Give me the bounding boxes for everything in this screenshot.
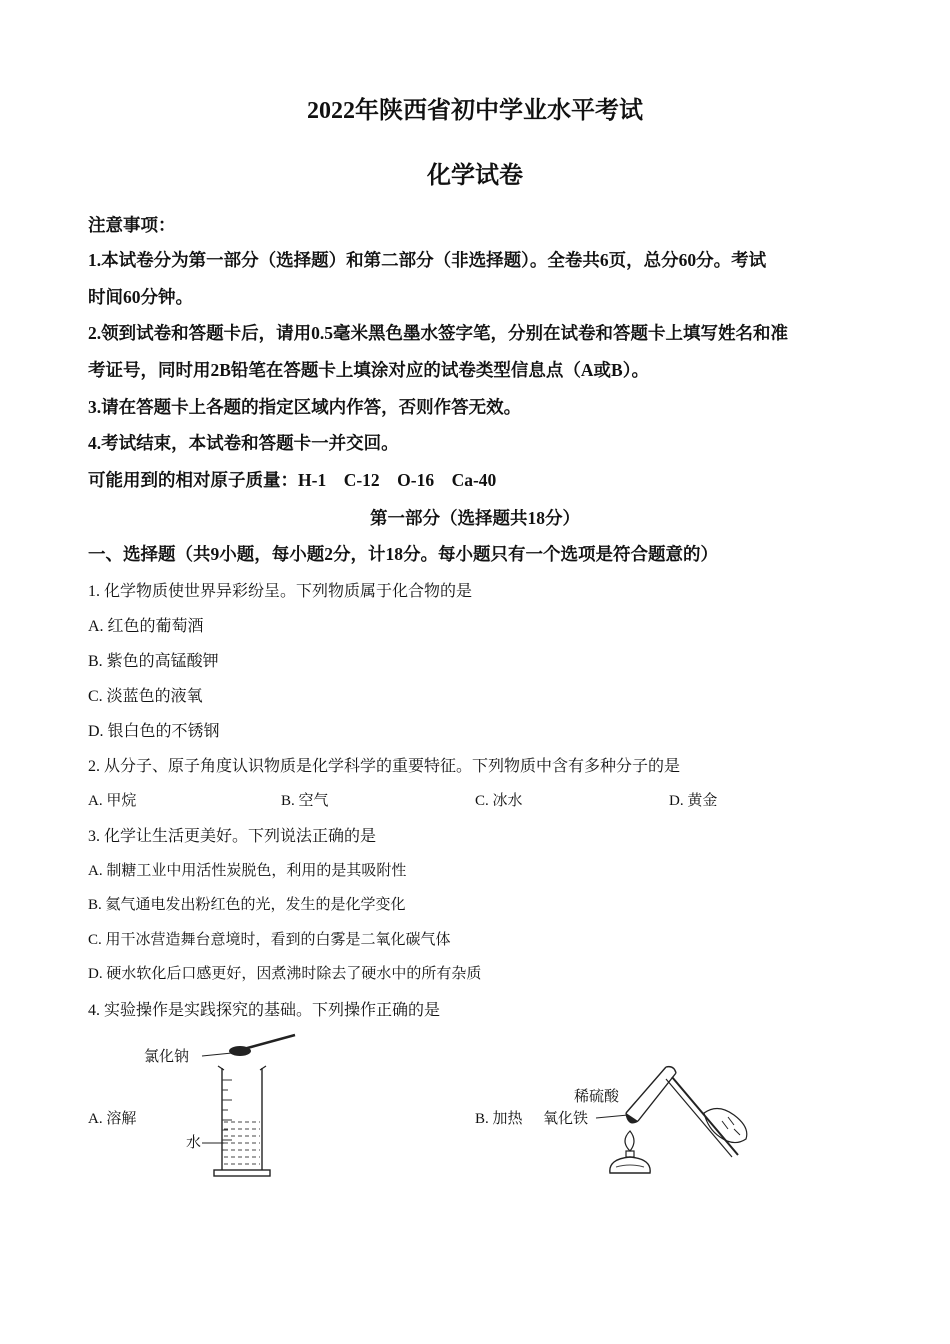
part1-heading: 第一部分（选择题共18分） (370, 508, 580, 528)
question-4-option-a: A. 溶解 (88, 1111, 137, 1127)
section-heading: 一、选择题（共9小题，每小题2分，计18分。每小题只有一个选项是符合题意的） (88, 544, 718, 564)
exam-title: 2022年陕西省初中学业水平考试 (307, 98, 643, 124)
question-3-stem: 3. 化学让生活更美好。下列说法正确的是 (88, 828, 377, 845)
note-4: 4.考试结束，本试卷和答题卡一并交回。 (88, 433, 399, 453)
question-3-option-a: A. 制糖工业中用活性炭脱色，利用的是其吸附性 (88, 863, 407, 879)
lamp-wick-holder (626, 1151, 634, 1157)
notes-heading: 注意事项： (88, 215, 176, 235)
flame-icon (625, 1131, 634, 1151)
exam-subject: 化学试卷 (427, 163, 523, 189)
label-leader-line (202, 1053, 232, 1056)
tube-holder-arm (666, 1079, 732, 1157)
question-3-option-c: C. 用干冰营造舞台意境时，看到的白雾是二氧化碳气体 (88, 932, 451, 948)
figure-a-label-sodium-chloride: 氯化钠 (144, 1047, 190, 1065)
question-2-option-d: D. 黄金 (669, 793, 718, 809)
question-1-option-d: D. 银白色的不锈钢 (88, 723, 220, 740)
note-2-line-2: 考证号，同时用2B铅笔在答题卡上填涂对应的试卷类型信息点（A或B）。 (88, 360, 649, 380)
oxide-leader-line (596, 1115, 628, 1118)
question-1-option-c: C. 淡蓝色的液氧 (88, 688, 203, 705)
cylinder-scale (222, 1080, 232, 1150)
note-3: 3.请在答题卡上各题的指定区域内作答，否则作答无效。 (88, 397, 522, 417)
lamp-liquid (616, 1165, 644, 1167)
question-3-option-b: B. 氦气通电发出粉红色的光，发生的是化学变化 (88, 897, 406, 913)
atomic-masses: 可能用到的相对原子质量：H-1 C-12 O-16 Ca-40 (88, 470, 497, 490)
question-4-option-b: B. 加热 (475, 1111, 523, 1127)
test-tube-bottom (626, 1113, 638, 1123)
figure-b-label-ferric-oxide: 氧化铁 (543, 1109, 589, 1127)
dissolving-figure (140, 1030, 310, 1185)
cylinder-base (214, 1170, 270, 1176)
question-1-stem: 1. 化学物质使世界异彩纷呈。下列物质属于化合物的是 (88, 583, 473, 600)
question-2-option-b: B. 空气 (281, 793, 329, 809)
hand-fingers (722, 1117, 740, 1135)
cylinder-lip (218, 1066, 266, 1070)
note-2-line-1: 2.领到试卷和答题卡后，请用0.5毫米黑色墨水签字笔，分别在试卷和答题卡上填写姓名和准 (88, 323, 788, 343)
question-1-option-a: A. 红色的葡萄酒 (88, 618, 204, 635)
question-3-option-d: D. 硬水软化后口感更好，因煮沸时除去了硬水中的所有杂质 (88, 966, 482, 982)
question-1-option-b: B. 紫色的高锰酸钾 (88, 653, 219, 670)
heating-figure (538, 1055, 768, 1180)
figure-b-label-dilute-sulfuric-acid: 稀硫酸 (574, 1087, 620, 1105)
cylinder-walls (222, 1068, 262, 1170)
note-1-line-2: 时间60分钟。 (88, 287, 193, 307)
water-in-cylinder (224, 1122, 260, 1164)
figure-a-label-water: 水 (186, 1133, 202, 1151)
spatula-scoop (229, 1046, 251, 1056)
question-4-stem: 4. 实验操作是实践探究的基础。下列操作正确的是 (88, 1002, 441, 1019)
question-2-stem: 2. 从分子、原子角度认识物质是化学科学的重要特征。下列物质中含有多种分子的是 (88, 758, 681, 775)
note-1-line-1: 1.本试卷分为第一部分（选择题）和第二部分（非选择题）。全卷共6页，总分60分。考试 (88, 250, 767, 270)
test-tube (626, 1067, 676, 1121)
question-2-option-c: C. 冰水 (475, 793, 523, 809)
question-2-option-a: A. 甲烷 (88, 793, 137, 809)
